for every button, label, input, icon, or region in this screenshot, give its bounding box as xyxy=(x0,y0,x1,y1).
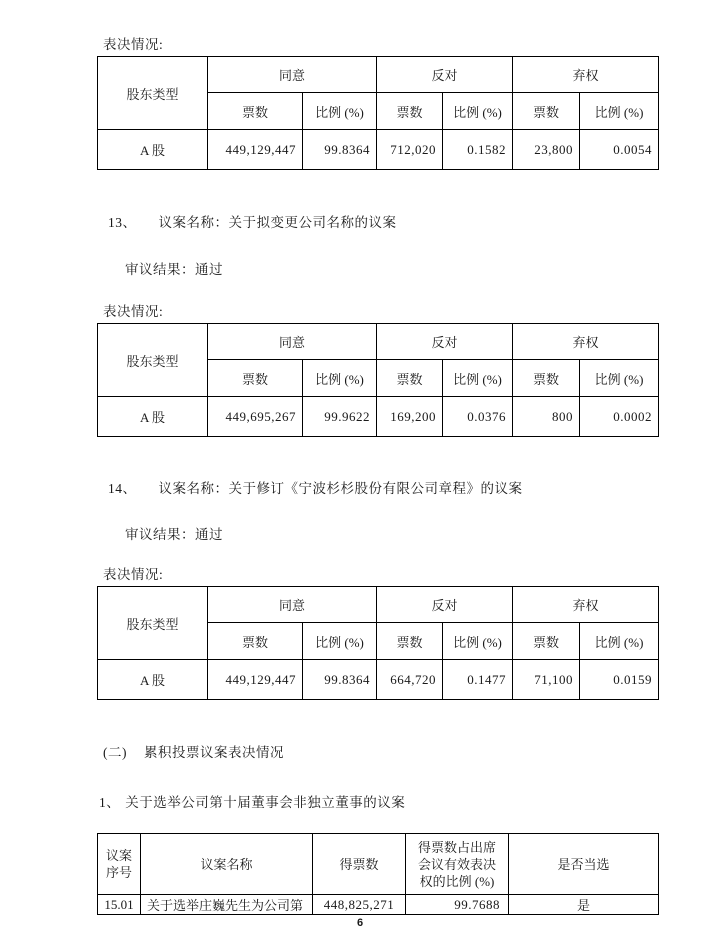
section-title: 累积投票议案表决情况 xyxy=(144,745,284,760)
election-table xyxy=(97,833,659,915)
header-ratio: 比例 (%) xyxy=(443,360,513,397)
header-agree: 同意 xyxy=(208,57,377,93)
proposal-number: 13、 xyxy=(108,215,137,230)
cell-oppose-ratio: 0.1582 xyxy=(443,130,513,170)
header-ratio: 比例 (%) xyxy=(580,360,659,397)
header-votes-ratio: 得票数占出席 会议有效表决 权的比例 (%) xyxy=(406,834,509,895)
header-votes: 票数 xyxy=(208,623,303,660)
cell-votes-ratio: 99.7688 xyxy=(406,895,509,915)
cell-oppose-votes: 712,020 xyxy=(377,130,443,170)
proposal-title: 议案名称：关于修订《宁波杉杉股份有限公司章程》的议案 xyxy=(158,481,523,496)
header-ratio: 比例 (%) xyxy=(303,93,377,130)
cell-shareholder-type: A 股 xyxy=(98,660,208,700)
header-proposal-no: 议案 序号 xyxy=(98,834,141,895)
header-shareholder-type: 股东类型 xyxy=(98,324,208,397)
cell-proposal-name: 关于选举庄巍先生为公司第 xyxy=(141,895,313,915)
cell-abstain-votes: 23,800 xyxy=(513,130,580,170)
header-oppose: 反对 xyxy=(377,587,513,623)
cell-oppose-ratio: 0.0376 xyxy=(443,397,513,437)
header-votes: 票数 xyxy=(513,360,580,397)
table-row xyxy=(98,397,659,437)
document-page xyxy=(0,33,720,937)
header-agree: 同意 xyxy=(208,324,377,360)
page-number: 6 xyxy=(356,917,364,929)
header-agree: 同意 xyxy=(208,587,377,623)
header-ratio: 比例 (%) xyxy=(443,623,513,660)
vote-table-1 xyxy=(97,56,659,170)
item-1-heading xyxy=(99,791,658,811)
cell-agree-votes: 449,129,447 xyxy=(208,660,303,700)
header-votes: 票数 xyxy=(208,360,303,397)
cell-agree-ratio: 99.9622 xyxy=(303,397,377,437)
cell-agree-ratio: 99.8364 xyxy=(303,130,377,170)
header-abstain: 弃权 xyxy=(513,324,659,360)
item-title: 关于选举公司第十届董事会非独立董事的议案 xyxy=(125,795,406,810)
cell-oppose-votes: 664,720 xyxy=(377,660,443,700)
header-votes: 票数 xyxy=(513,93,580,130)
cell-agree-ratio: 99.8364 xyxy=(303,660,377,700)
proposal-13-heading xyxy=(108,211,658,231)
cell-agree-votes: 449,129,447 xyxy=(208,130,303,170)
table-row xyxy=(98,895,659,915)
cell-votes-obtained: 448,825,271 xyxy=(313,895,406,915)
header-votes: 票数 xyxy=(377,93,443,130)
section-2-heading xyxy=(103,741,658,761)
header-ratio: 比例 (%) xyxy=(580,93,659,130)
cell-elected: 是 xyxy=(509,895,659,915)
header-shareholder-type: 股东类型 xyxy=(98,57,208,130)
vote-table-3 xyxy=(97,586,659,700)
header-oppose: 反对 xyxy=(377,324,513,360)
header-votes: 票数 xyxy=(513,623,580,660)
section-number: (二) xyxy=(103,745,127,760)
table-row xyxy=(98,660,659,700)
review-result-13: 审议结果：通过 xyxy=(125,262,223,277)
header-votes: 票数 xyxy=(208,93,303,130)
vote-status-label-3: 表决情况: xyxy=(103,567,164,582)
table-row xyxy=(98,130,659,170)
cell-shareholder-type: A 股 xyxy=(98,130,208,170)
header-oppose: 反对 xyxy=(377,57,513,93)
proposal-14-heading xyxy=(108,477,658,497)
proposal-title: 议案名称：关于拟变更公司名称的议案 xyxy=(158,215,397,230)
header-proposal-name: 议案名称 xyxy=(141,834,313,895)
cell-abstain-votes: 800 xyxy=(513,397,580,437)
vote-status-label-2: 表决情况: xyxy=(103,304,164,319)
cell-shareholder-type: A 股 xyxy=(98,397,208,437)
header-votes-obtained: 得票数 xyxy=(313,834,406,895)
header-ratio: 比例 (%) xyxy=(580,623,659,660)
header-ratio: 比例 (%) xyxy=(303,623,377,660)
cell-proposal-no: 15.01 xyxy=(98,895,141,915)
header-votes: 票数 xyxy=(377,623,443,660)
page-content xyxy=(97,33,658,915)
item-number: 1、 xyxy=(99,795,121,810)
cell-abstain-ratio: 0.0054 xyxy=(580,130,659,170)
cell-abstain-votes: 71,100 xyxy=(513,660,580,700)
review-result-14: 审议结果：通过 xyxy=(125,527,223,542)
header-shareholder-type: 股东类型 xyxy=(98,587,208,660)
vote-status-label-1: 表决情况: xyxy=(103,37,164,52)
header-abstain: 弃权 xyxy=(513,587,659,623)
vote-table-2 xyxy=(97,323,659,437)
cell-oppose-ratio: 0.1477 xyxy=(443,660,513,700)
proposal-number: 14、 xyxy=(108,481,137,496)
cell-abstain-ratio: 0.0159 xyxy=(580,660,659,700)
cell-agree-votes: 449,695,267 xyxy=(208,397,303,437)
cell-abstain-ratio: 0.0002 xyxy=(580,397,659,437)
header-ratio: 比例 (%) xyxy=(303,360,377,397)
header-abstain: 弃权 xyxy=(513,57,659,93)
cell-oppose-votes: 169,200 xyxy=(377,397,443,437)
header-votes: 票数 xyxy=(377,360,443,397)
header-elected: 是否当选 xyxy=(509,834,659,895)
header-ratio: 比例 (%) xyxy=(443,93,513,130)
